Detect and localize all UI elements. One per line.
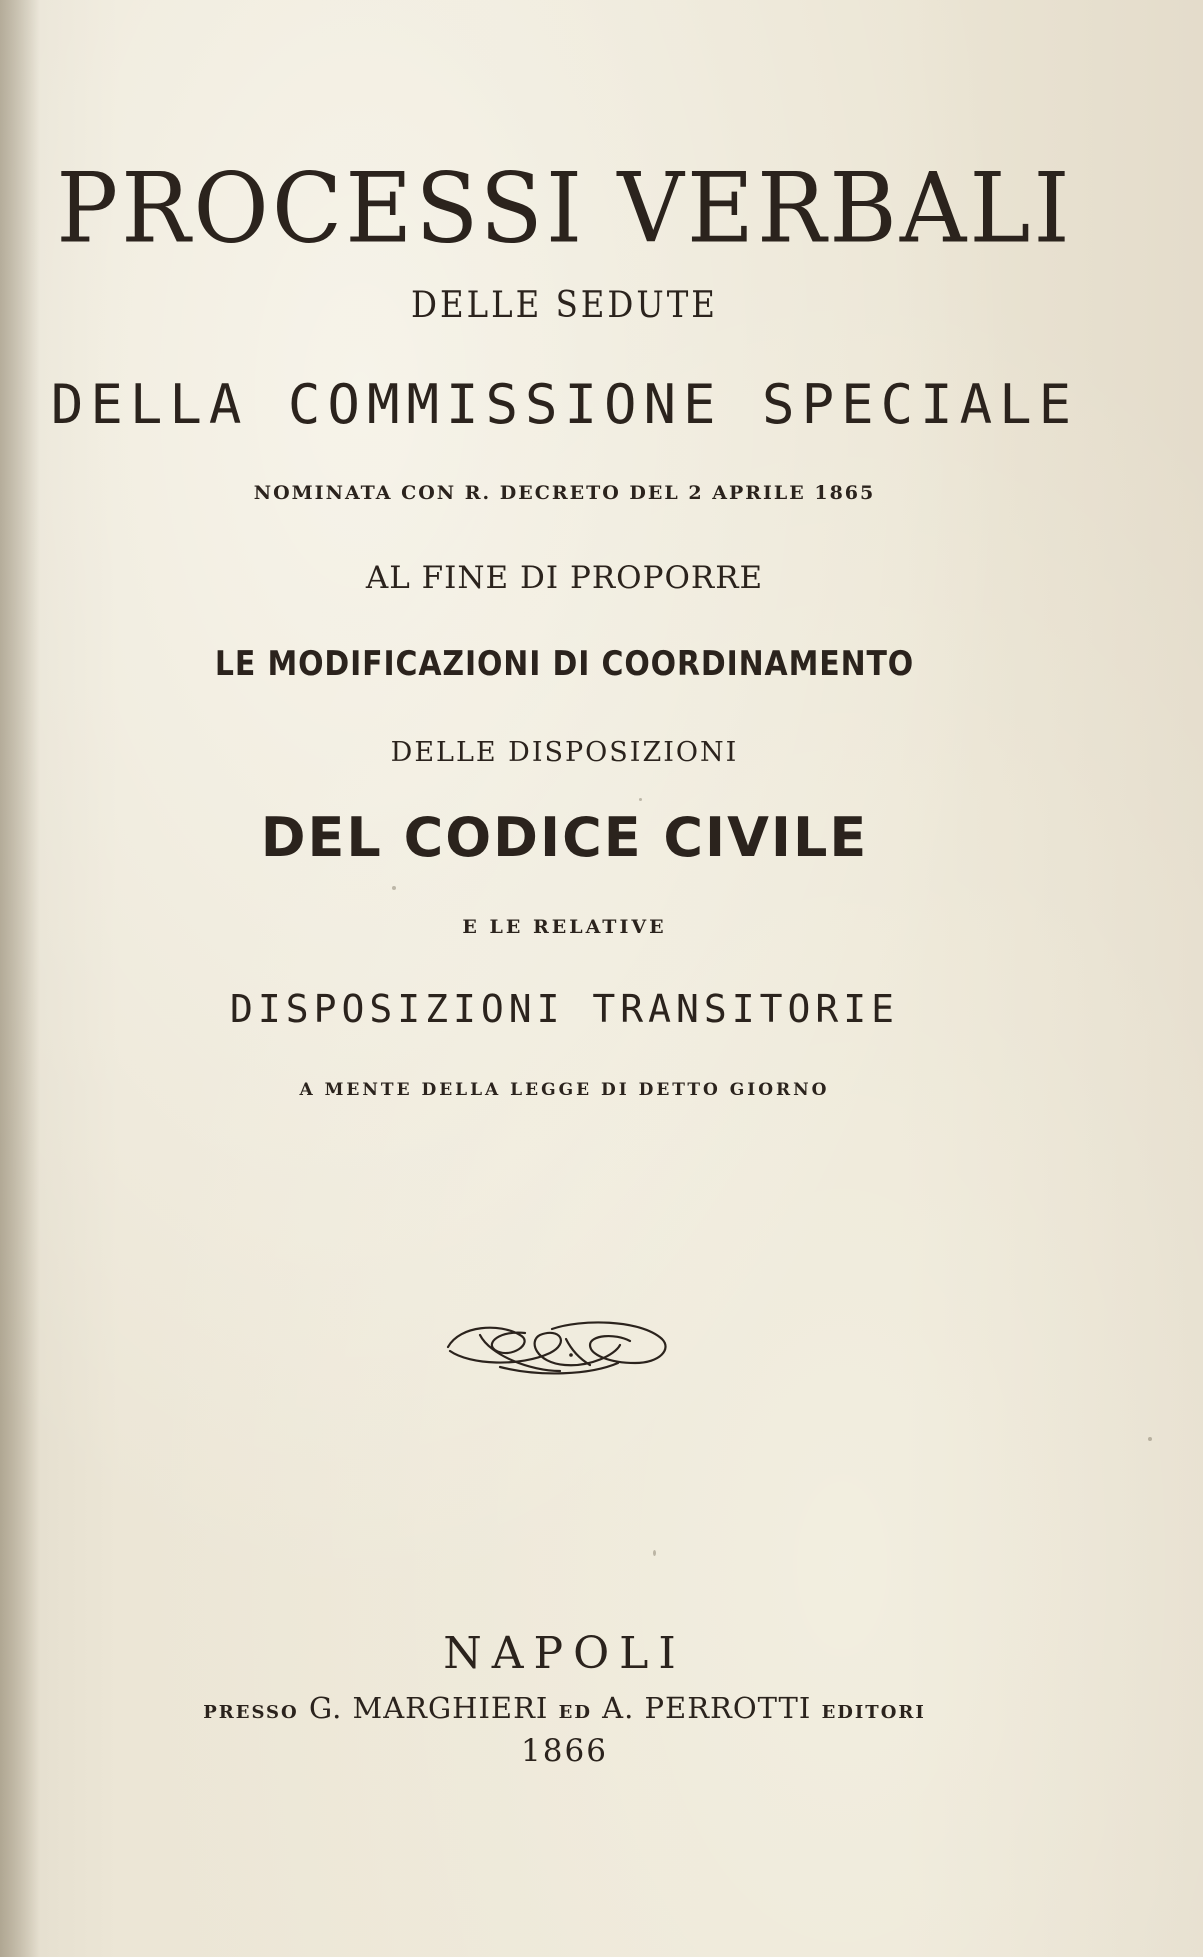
paper-speck xyxy=(392,886,396,890)
civil-code-line: DEL CODICE CIVILE xyxy=(260,806,869,869)
publisher-marghieri: G. MARGHIERI xyxy=(308,1691,549,1725)
imprint-city: NAPOLI xyxy=(443,1628,686,1679)
paper-speck xyxy=(1148,1437,1152,1441)
book-title: PROCESSI VERBALI xyxy=(56,152,1073,265)
related-line: E LE RELATIVE xyxy=(462,916,667,938)
purpose-line: AL FINE DI PROPORRE xyxy=(365,560,764,596)
imprint-publishers xyxy=(0,1691,1166,1725)
presso-label: PRESSO xyxy=(203,1702,299,1723)
paper-speck xyxy=(653,1550,656,1556)
law-reference-line: A MENTE DELLA LEGGE DI DETTO GIORNO xyxy=(299,1080,830,1100)
transitional-line: DISPOSIZIONI TRANSITORIE xyxy=(229,987,900,1031)
provisions-line: DELLE DISPOSIZIONI xyxy=(390,737,739,768)
imprint-year: 1866 xyxy=(521,1733,608,1769)
calligraphic-flourish-icon xyxy=(440,1305,674,1385)
publisher-perrotti: A. PERROTTI xyxy=(602,1691,812,1725)
editori-label: EDITORI xyxy=(821,1702,926,1723)
subtitle-commissione: DELLA COMMISSIONE SPECIALE xyxy=(50,373,1079,436)
ed-label: ED xyxy=(558,1702,592,1723)
subtitle-delle-sedute: DELLE SEDUTE xyxy=(411,285,718,326)
modifications-line: LE MODIFICAZIONI DI COORDINAMENTO xyxy=(214,644,915,684)
paper-speck xyxy=(639,798,642,801)
decree-line: NOMINATA CON R. DECRETO DEL 2 APRILE 1865 xyxy=(253,482,876,504)
